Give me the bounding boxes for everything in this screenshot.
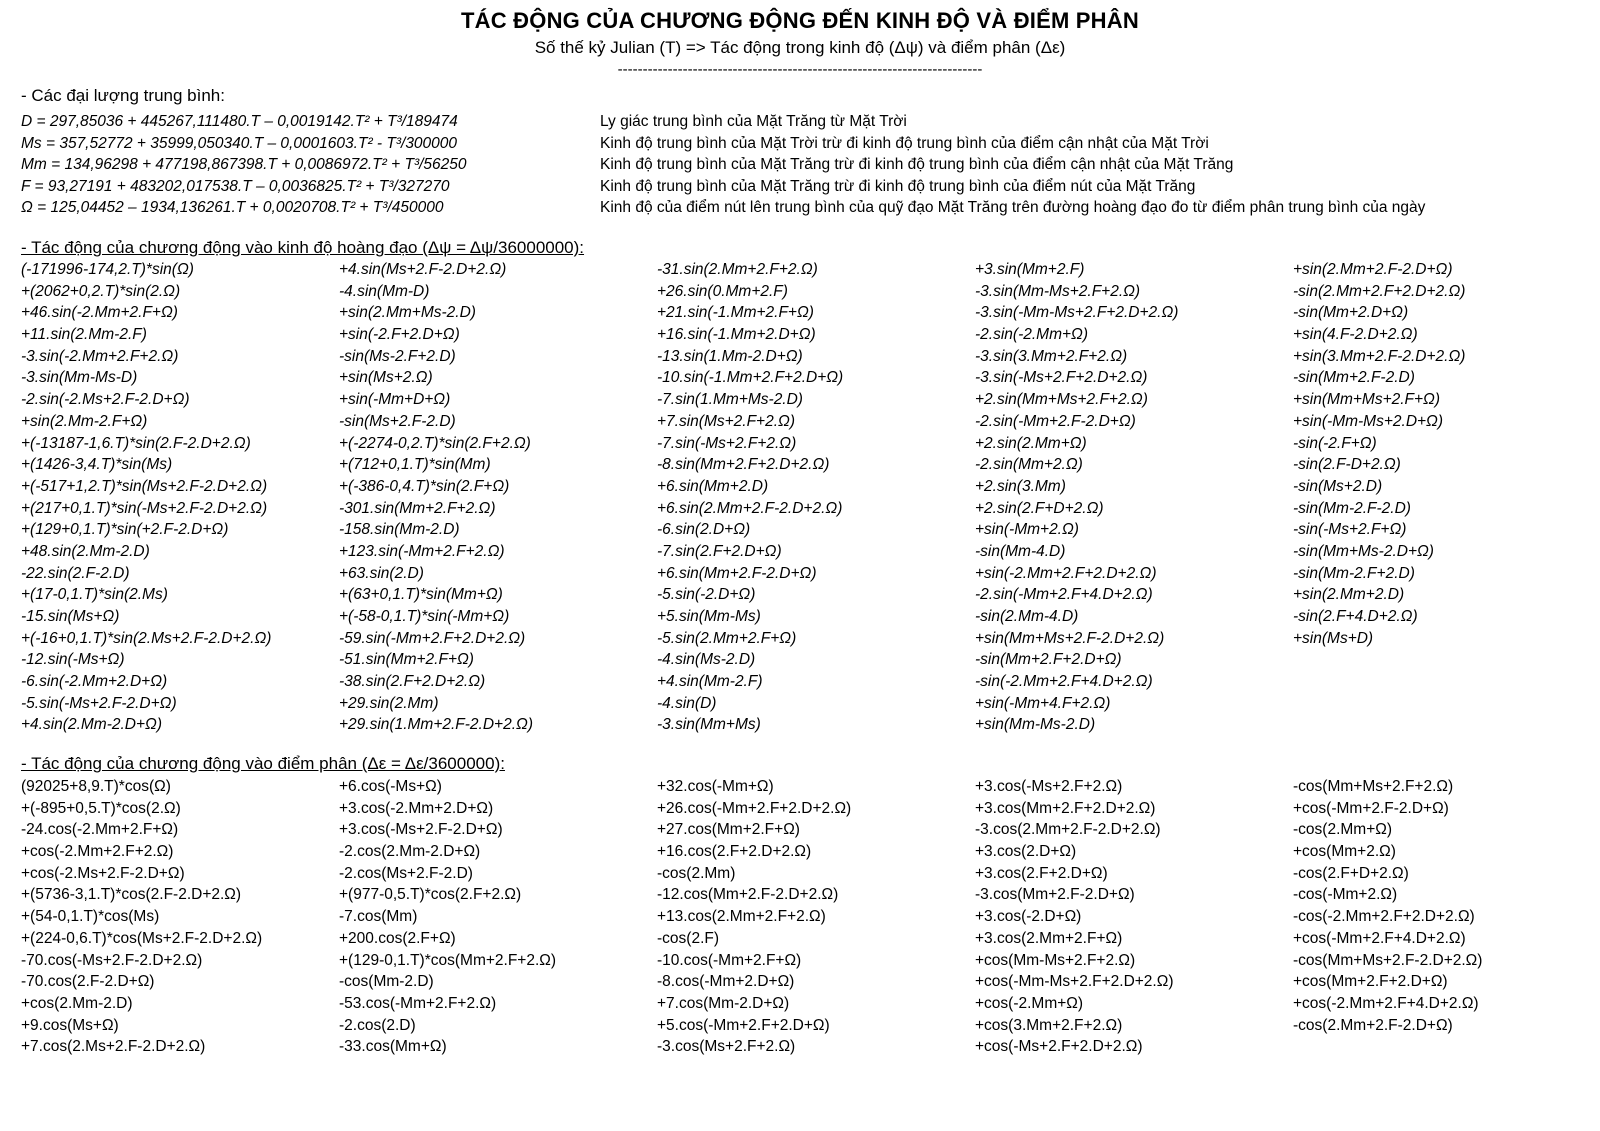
obliquity-term: -53.cos(-Mm+2.F+2.Ω): [339, 994, 497, 1012]
obliquity-column: [1293, 776, 1600, 1058]
obliquity-term: +cos(2.Mm-2.D): [21, 994, 133, 1012]
mean-formula: Mm = 134,96298 + 477198,867398.T + 0,0086972.T² + T³/56250: [21, 156, 467, 174]
obliquity-term: +cos(-2.Mm+2.F+4.D+2.Ω): [1293, 994, 1479, 1012]
obliquity-term: +cos(Mm-Ms+2.F+2.Ω): [975, 951, 1136, 969]
longitude-term: +sin(Mm+Ms+2.F+Ω): [1293, 391, 1441, 409]
obliquity-term: -cos(Mm+Ms+2.F-2.D+2.Ω): [1293, 951, 1483, 969]
longitude-term: +sin(-2.Mm+2.F+2.D+2.Ω): [975, 564, 1157, 582]
longitude-term: -3.sin(-Mm-Ms+2.F+2.D+2.Ω): [975, 304, 1179, 322]
longitude-term: -5.sin(2.Mm+2.F+Ω): [657, 629, 797, 647]
longitude-term: -10.sin(-1.Mm+2.F+2.D+Ω): [657, 369, 844, 387]
obliquity-term: -10.cos(-Mm+2.F+Ω): [657, 951, 802, 969]
longitude-term: +4.sin(2.Mm-2.D+Ω): [21, 716, 162, 734]
obliquity-term: +cos(-2.Mm+2.F+2.Ω): [21, 843, 174, 861]
longitude-term: +16.sin(-1.Mm+2.D+Ω): [657, 326, 816, 344]
obliquity-term: +7.cos(2.Ms+2.F-2.D+2.Ω): [21, 1038, 206, 1056]
longitude-term: -51.sin(Mm+2.F+Ω): [339, 651, 474, 669]
longitude-term: +sin(Ms+D): [1293, 629, 1374, 647]
obliquity-term: -12.cos(Mm+2.F-2.D+2.Ω): [657, 886, 839, 904]
longitude-term: -sin(Mm-2.F+2.D): [1293, 564, 1415, 582]
means-heading: - Các đại lượng trung bình:: [21, 86, 225, 105]
longitude-term: -7.sin(1.Mm+Ms-2.D): [657, 391, 803, 409]
longitude-term: +46.sin(-2.Mm+2.F+Ω): [21, 304, 178, 322]
longitude-term: +(712+0,1.T)*sin(Mm): [339, 456, 491, 474]
longitude-term: -sin(Ms+2.D): [1293, 477, 1383, 495]
longitude-term: +sin(-Mm+4.F+2.Ω): [975, 694, 1111, 712]
obliquity-term: +cos(-2.Mm+Ω): [975, 994, 1084, 1012]
longitude-column: [975, 259, 1293, 736]
obliquity-term: -cos(Mm+Ms+2.F+2.Ω): [1293, 778, 1454, 795]
longitude-term: +(17-0,1.T)*sin(2.Ms): [21, 586, 168, 604]
longitude-term: -2.sin(-Mm+2.F-2.D+Ω): [975, 412, 1136, 430]
longitude-term: -38.sin(2.F+2.D+2.Ω): [339, 673, 486, 691]
longitude-term: +(-58-0,1.T)*sin(-Mm+Ω): [339, 608, 510, 625]
longitude-term: -13.sin(1.Mm-2.D+Ω): [657, 347, 803, 365]
longitude-term: +sin(Mm-Ms-2.D): [975, 716, 1096, 734]
obliquity-term: -8.cos(-Mm+2.D+Ω): [657, 973, 795, 991]
longitude-term: +63.sin(2.D): [339, 564, 424, 582]
longitude-term: -3.sin(Mm+Ms): [657, 716, 761, 734]
longitude-term: +sin(-2.F+2.D+Ω): [339, 326, 460, 344]
longitude-term: +4.sin(Ms+2.F-2.D+2.Ω): [339, 261, 507, 278]
obliquity-term: -cos(-2.Mm+2.F+2.D+2.Ω): [1293, 908, 1475, 926]
obliquity-term: +6.cos(-Ms+Ω): [339, 778, 442, 795]
longitude-term: -sin(-2.F+Ω): [1293, 434, 1377, 452]
obliquity-term: +cos(-Mm-Ms+2.F+2.D+2.Ω): [975, 973, 1174, 991]
longitude-term: -2.sin(-2.Mm+Ω): [975, 326, 1088, 344]
longitude-term: -22.sin(2.F-2.D): [21, 564, 130, 582]
longitude-term: +7.sin(Ms+2.F+2.Ω): [657, 412, 795, 430]
longitude-term: -sin(2.F+4.D+2.Ω): [1293, 608, 1418, 625]
mean-description: Kinh độ của điểm nút lên trung bình của quỹ đạo Mặt Trăng trên đường hoàng đạo đo từ điểm phân trung bình của ngày: [600, 199, 1426, 217]
longitude-term: -sin(Ms-2.F+2.D): [339, 347, 456, 365]
obliquity-term: -cos(2.Mm+Ω): [1293, 821, 1392, 839]
longitude-heading: - Tác động của chương động vào kinh độ hoàng đạo (Δψ = Δψ/36000000):: [21, 238, 585, 257]
obliquity-term: +(-895+0,5.T)*cos(2.Ω): [21, 799, 181, 817]
obliquity-term: (92025+8,9.T)*cos(Ω): [21, 778, 171, 795]
longitude-term: -15.sin(Ms+Ω): [21, 608, 120, 625]
longitude-term: -sin(Mm+2.F-2.D): [1293, 369, 1415, 387]
obliquity-term: -cos(Mm-2.D): [339, 973, 434, 991]
obliquity-term: +(224-0,6.T)*cos(Ms+2.F-2.D+2.Ω): [21, 929, 263, 947]
obliquity-term: +3.cos(-Ms+2.F+2.Ω): [975, 778, 1123, 795]
longitude-term: -7.sin(-Ms+2.F+2.Ω): [657, 434, 797, 452]
obliquity-term: +(54-0,1.T)*cos(Ms): [21, 908, 160, 926]
obliquity-term: -70.cos(-Ms+2.F-2.D+2.Ω): [21, 951, 203, 969]
longitude-term: +6.sin(Mm+2.F-2.D+Ω): [657, 564, 817, 582]
longitude-term: +sin(Mm+Ms+2.F-2.D+2.Ω): [975, 629, 1165, 647]
longitude-term: +(2062+0,2.T)*sin(2.Ω): [21, 282, 181, 300]
obliquity-term: -cos(2.Mm): [657, 864, 736, 882]
longitude-term: -sin(Mm-4.D): [975, 542, 1066, 560]
longitude-term: -sin(Mm+Ms-2.D+Ω): [1293, 542, 1434, 560]
obliquity-term: -2.cos(2.D): [339, 1016, 416, 1034]
longitude-term: -sin(Mm+2.F+2.D+Ω): [975, 651, 1122, 669]
obliquity-term: -7.cos(Mm): [339, 908, 418, 926]
longitude-term: -sin(-Ms+2.F+Ω): [1293, 521, 1407, 539]
mean-description: Kinh độ trung bình của Mặt Trăng trừ đi kinh độ trung bình của điểm cận nhật của Mặt Trăng: [600, 156, 1234, 174]
obliquity-term: +cos(3.Mm+2.F+2.Ω): [975, 1016, 1123, 1034]
obliquity-term: -cos(-Mm+2.Ω): [1293, 886, 1398, 904]
obliquity-term: +cos(-2.Ms+2.F-2.D+Ω): [21, 864, 185, 882]
obliquity-term: +7.cos(Mm-2.D+Ω): [657, 994, 790, 1012]
obliquity-term: +3.cos(2.F+2.D+Ω): [975, 864, 1108, 882]
longitude-column: [339, 259, 657, 736]
longitude-term: -301.sin(Mm+2.F+2.Ω): [339, 499, 496, 517]
obliquity-term: -33.cos(Mm+Ω): [339, 1038, 447, 1056]
page-title: TÁC ĐỘNG CỦA CHƯƠNG ĐỘNG ĐẾN KINH ĐỘ VÀ ĐIỂM PHÂN: [461, 8, 1139, 33]
obliquity-term: +cos(Mm+2.F+2.D+Ω): [1293, 973, 1448, 991]
longitude-term: +6.sin(Mm+2.D): [657, 477, 769, 495]
obliquity-term: +16.cos(2.F+2.D+2.Ω): [657, 843, 812, 861]
obliquity-term: -2.cos(2.Mm-2.D+Ω): [339, 843, 481, 861]
longitude-term: -3.sin(3.Mm+2.F+2.Ω): [975, 347, 1128, 365]
longitude-term: +2.sin(2.Mm+Ω): [975, 434, 1087, 452]
longitude-term: -7.sin(2.F+2.D+Ω): [657, 542, 782, 560]
longitude-column: [1293, 259, 1600, 736]
longitude-term: +(217+0,1.T)*sin(-Ms+2.F-2.D+2.Ω): [21, 499, 268, 517]
longitude-term: -158.sin(Mm-2.D): [339, 521, 460, 539]
mean-formula: D = 297,85036 + 445267,111480.T – 0,0019142.T² + T³/189474: [21, 113, 458, 130]
longitude-term: +21.sin(-1.Mm+2.F+Ω): [657, 304, 814, 322]
longitude-term: +sin(-Mm-Ms+2.D+Ω): [1293, 412, 1444, 430]
longitude-term: +2.sin(2.F+D+2.Ω): [975, 499, 1104, 517]
obliquity-term: +3.cos(-Ms+2.F-2.D+Ω): [339, 821, 503, 839]
longitude-term: +(-517+1,2.T)*sin(Ms+2.F-2.D+2.Ω): [21, 477, 268, 495]
longitude-term: -5.sin(-Ms+2.F-2.D+Ω): [21, 694, 177, 712]
obliquity-term: +3.cos(2.Mm+2.F+Ω): [975, 929, 1123, 947]
longitude-term: +sin(2.Mm-2.F+Ω): [21, 412, 148, 430]
longitude-term: +4.sin(Mm-2.F): [657, 673, 763, 691]
obliquity-column: [21, 776, 339, 1058]
obliquity-term: -3.cos(Mm+2.F-2.D+Ω): [975, 886, 1135, 904]
mean-description: Ly giác trung bình của Mặt Trăng từ Mặt Trời: [600, 113, 907, 130]
longitude-term: -5.sin(-2.D+Ω): [657, 586, 756, 604]
longitude-term: -6.sin(2.D+Ω): [657, 521, 751, 539]
longitude-term: -sin(2.F-D+2.Ω): [1293, 456, 1401, 474]
longitude-column: [21, 259, 339, 736]
obliquity-term: +(5736-3,1.T)*cos(2.F-2.D+2.Ω): [21, 886, 242, 904]
longitude-term: +123.sin(-Mm+2.F+2.Ω): [339, 542, 505, 560]
obliquity-term: +cos(Mm+2.Ω): [1293, 843, 1396, 861]
obliquity-term: -2.cos(Ms+2.F-2.D): [339, 864, 473, 882]
mean-formula: F = 93,27191 + 483202,017538.T – 0,0036825.T² + T³/327270: [21, 177, 450, 195]
obliquity-term: +3.cos(Mm+2.F+2.D+2.Ω): [975, 799, 1156, 817]
longitude-term: -sin(2.Mm-4.D): [975, 608, 1079, 625]
longitude-term: -3.sin(-2.Mm+2.F+2.Ω): [21, 347, 179, 365]
obliquity-term: +(129-0,1.T)*cos(Mm+2.F+2.Ω): [339, 951, 557, 969]
longitude-term: +sin(-Mm+D+Ω): [339, 391, 451, 409]
obliquity-column: [339, 776, 657, 1058]
longitude-term: -3.sin(Mm-Ms-D): [21, 369, 138, 387]
mean-formula: Ms = 357,52772 + 35999,050340.T – 0,0001603.T² - T³/300000: [21, 134, 458, 152]
obliquity-term: +(977-0,5.T)*cos(2.F+2.Ω): [339, 886, 522, 904]
obliquity-term: +cos(-Mm+2.F+4.D+2.Ω): [1293, 929, 1466, 947]
longitude-term: -8.sin(Mm+2.F+2.D+2.Ω): [657, 456, 830, 474]
longitude-term: -sin(Ms+2.F-2.D): [339, 412, 456, 430]
longitude-term: -4.sin(D): [657, 694, 717, 712]
mean-description: Kinh độ trung bình của Mặt Trời trừ đi kinh độ trung bình của điểm cận nhật của Mặt Trời: [600, 134, 1209, 152]
longitude-term: +(1426-3,4.T)*sin(Ms): [21, 456, 173, 474]
obliquity-heading: - Tác động của chương động vào điểm phân (Δε = Δε/3600000):: [21, 754, 505, 773]
longitude-term: -4.sin(Ms-2.D): [657, 651, 756, 669]
longitude-term: -2.sin(-Mm+2.F+4.D+2.Ω): [975, 586, 1153, 604]
longitude-term: +(-386-0,4.T)*sin(2.F+Ω): [339, 477, 510, 495]
longitude-term: -12.sin(-Ms+Ω): [21, 651, 125, 669]
longitude-term: +(-16+0,1.T)*sin(2.Ms+2.F-2.D+2.Ω): [21, 629, 272, 647]
mean-description: Kinh độ trung bình của Mặt Trăng trừ đi kinh độ trung bình của điểm nút của Mặt Trăng: [600, 177, 1196, 195]
longitude-term: +2.sin(3.Mm): [975, 477, 1066, 495]
longitude-term: +sin(2.Mm+2.D): [1293, 586, 1405, 604]
longitude-term: -59.sin(-Mm+2.F+2.D+2.Ω): [339, 629, 526, 647]
longitude-term: +(-13187-1,6.T)*sin(2.F-2.D+2.Ω): [21, 434, 251, 452]
obliquity-term: -70.cos(2.F-2.D+Ω): [21, 973, 155, 991]
longitude-term: -31.sin(2.Mm+2.F+2.Ω): [657, 261, 818, 278]
page-subtitle: Số thế kỷ Julian (T) => Tác động trong kinh độ (Δψ) và điểm phân (Δε): [534, 38, 1066, 57]
longitude-terms: [21, 259, 1600, 736]
longitude-term: +29.sin(2.Mm): [339, 694, 439, 712]
obliquity-term: +5.cos(-Mm+2.F+2.D+Ω): [657, 1016, 830, 1034]
longitude-term: +sin(2.Mm+2.F-2.D+Ω): [1293, 261, 1453, 278]
obliquity-term: +27.cos(Mm+2.F+Ω): [657, 821, 800, 839]
longitude-term: +26.sin(0.Mm+2.F): [657, 282, 788, 300]
obliquity-term: +32.cos(-Mm+Ω): [657, 778, 774, 795]
longitude-term: -2.sin(-2.Ms+2.F-2.D+Ω): [21, 391, 190, 409]
longitude-term: -sin(Mm+2.D+Ω): [1293, 304, 1409, 322]
longitude-term: +sin(3.Mm+2.F-2.D+2.Ω): [1293, 347, 1466, 365]
longitude-term: +5.sin(Mm-Ms): [657, 608, 761, 625]
obliquity-term: -3.cos(2.Mm+2.F-2.D+2.Ω): [975, 821, 1161, 839]
longitude-term: +48.sin(2.Mm-2.D): [21, 542, 150, 560]
obliquity-term: +3.cos(-2.Mm+2.D+Ω): [339, 799, 494, 817]
obliquity-term: +cos(-Mm+2.F-2.D+Ω): [1293, 799, 1449, 817]
obliquity-column: [657, 776, 975, 1058]
obliquity-terms: [21, 776, 1600, 1058]
obliquity-term: +cos(-Ms+2.F+2.D+2.Ω): [975, 1038, 1143, 1056]
obliquity-term: +26.cos(-Mm+2.F+2.D+2.Ω): [657, 799, 852, 817]
obliquity-term: +9.cos(Ms+Ω): [21, 1016, 119, 1034]
mean-formula: Ω = 125,04452 – 1934,136261.T + 0,0020708.T² + T³/450000: [21, 199, 444, 217]
longitude-term: -sin(2.Mm+2.F+2.D+2.Ω): [1293, 282, 1466, 300]
obliquity-term: +200.cos(2.F+Ω): [339, 929, 456, 947]
obliquity-term: +3.cos(-2.D+Ω): [975, 908, 1082, 926]
longitude-term: -3.sin(-Ms+2.F+2.D+2.Ω): [975, 369, 1148, 387]
obliquity-term: -24.cos(-2.Mm+2.F+Ω): [21, 821, 179, 839]
longitude-term: +sin(4.F-2.D+2.Ω): [1293, 326, 1418, 344]
longitude-term: -sin(Mm-2.F-2.D): [1293, 499, 1411, 517]
obliquity-column: [975, 776, 1293, 1058]
longitude-term: -sin(-2.Mm+2.F+4.D+2.Ω): [975, 673, 1153, 691]
longitude-term: -3.sin(Mm-Ms+2.F+2.Ω): [975, 282, 1141, 300]
longitude-term: +(-2274-0,2.T)*sin(2.F+2.Ω): [339, 434, 531, 452]
longitude-term: +(63+0,1.T)*sin(Mm+Ω): [339, 586, 503, 604]
obliquity-term: +13.cos(2.Mm+2.F+2.Ω): [657, 908, 826, 926]
divider: -------------------------------------------------------------------------: [617, 61, 983, 78]
longitude-term: +29.sin(1.Mm+2.F-2.D+2.Ω): [339, 716, 533, 734]
longitude-term: +11.sin(2.Mm-2.F): [21, 326, 147, 344]
longitude-term: -4.sin(Mm-D): [339, 282, 430, 300]
obliquity-term: -cos(2.F): [657, 929, 719, 947]
longitude-column: [657, 259, 975, 736]
longitude-term: +6.sin(2.Mm+2.F-2.D+2.Ω): [657, 499, 843, 517]
longitude-term: +3.sin(Mm+2.F): [975, 261, 1085, 278]
longitude-term: -6.sin(-2.Mm+2.D+Ω): [21, 673, 168, 691]
obliquity-term: -3.cos(Ms+2.F+2.Ω): [657, 1038, 796, 1056]
longitude-term: (-171996-174,2.T)*sin(Ω): [21, 261, 194, 278]
longitude-term: +sin(2.Mm+Ms-2.D): [339, 304, 476, 322]
longitude-term: -2.sin(Mm+2.Ω): [975, 456, 1083, 474]
longitude-term: +(129+0,1.T)*sin(+2.F-2.D+Ω): [21, 521, 229, 539]
longitude-term: +sin(Ms+2.Ω): [339, 369, 433, 387]
longitude-term: +2.sin(Mm+Ms+2.F+2.Ω): [975, 391, 1148, 409]
obliquity-term: -cos(2.Mm+2.F-2.D+Ω): [1293, 1016, 1453, 1034]
longitude-term: +sin(-Mm+2.Ω): [975, 521, 1079, 539]
obliquity-term: +3.cos(2.D+Ω): [975, 843, 1077, 861]
obliquity-term: -cos(2.F+D+2.Ω): [1293, 864, 1409, 882]
